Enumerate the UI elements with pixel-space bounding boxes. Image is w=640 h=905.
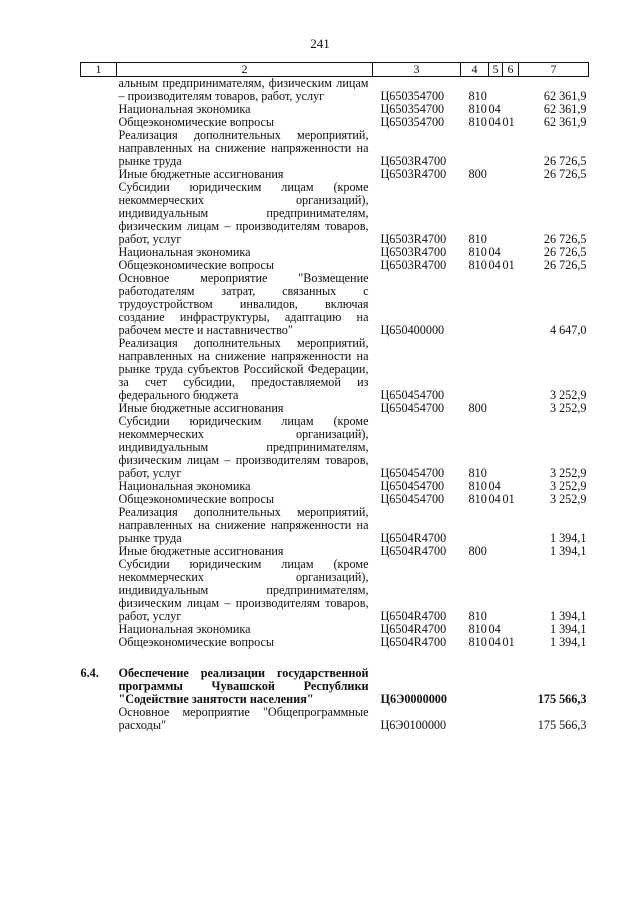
row-col4: 810 bbox=[468, 609, 487, 623]
table-row bbox=[81, 636, 589, 649]
row-amount: 4 647,0 bbox=[549, 323, 587, 337]
row-col4: 810 bbox=[468, 258, 487, 272]
row-col5 bbox=[489, 558, 503, 623]
row-number bbox=[81, 246, 117, 259]
header-col-3: 3 bbox=[373, 63, 461, 77]
row-col5 bbox=[489, 402, 503, 415]
row-col4: 800 bbox=[468, 167, 487, 181]
row-description: Общеэкономические вопросы bbox=[118, 492, 275, 506]
row-col4: 810 bbox=[468, 232, 487, 246]
row-amount: 1 394,1 bbox=[549, 531, 587, 545]
row-col5: 04 bbox=[488, 258, 501, 272]
row-number: 6.4. bbox=[80, 666, 99, 680]
row-col4: 810 bbox=[468, 479, 487, 493]
row-amount: 26 726,5 bbox=[543, 154, 587, 168]
row-col4: 810 bbox=[468, 89, 487, 103]
row-code: Ц650454700 bbox=[380, 401, 445, 415]
table-row bbox=[81, 129, 589, 168]
row-description: Национальная экономика bbox=[118, 622, 251, 636]
row-col4 bbox=[461, 272, 489, 337]
spacer-row bbox=[81, 649, 589, 667]
row-description: Общеэкономические вопросы bbox=[118, 258, 275, 272]
row-col6 bbox=[503, 337, 519, 402]
row-col4: 810 bbox=[468, 245, 487, 259]
table-row bbox=[81, 667, 589, 706]
row-number bbox=[81, 402, 117, 415]
row-code: Ц6Э0000000 bbox=[380, 692, 447, 706]
row-col5 bbox=[489, 506, 503, 545]
row-code: Ц6504R4700 bbox=[380, 531, 447, 545]
row-col6 bbox=[503, 272, 519, 337]
row-code: Ц6503R4700 bbox=[380, 258, 447, 272]
row-col6 bbox=[503, 181, 519, 246]
row-amount: 1 394,1 bbox=[549, 635, 587, 649]
row-code: Ц6503R4700 bbox=[380, 245, 447, 259]
row-col4: 810 bbox=[468, 635, 487, 649]
row-col5: 04 bbox=[488, 245, 501, 259]
row-code: Ц650354700 bbox=[380, 102, 445, 116]
row-col6 bbox=[503, 77, 519, 104]
row-description: Реализация дополнительных мероприятий, направленных на снижение напряженности на рынке труда bbox=[118, 505, 369, 545]
row-col6: 01 bbox=[502, 115, 515, 129]
row-col6 bbox=[503, 706, 519, 732]
row-code: Ц650400000 bbox=[380, 323, 445, 337]
row-code: Ц6503R4700 bbox=[380, 167, 447, 181]
row-col5 bbox=[489, 77, 503, 104]
row-col4: 810 bbox=[468, 622, 487, 636]
row-number bbox=[81, 506, 117, 545]
row-amount: 175 566,3 bbox=[537, 692, 587, 706]
row-code: Ц6504R4700 bbox=[380, 544, 447, 558]
row-number bbox=[81, 272, 117, 337]
row-col4: 810 bbox=[468, 492, 487, 506]
row-col5: 04 bbox=[488, 479, 501, 493]
row-col5 bbox=[489, 545, 503, 558]
row-description: Реализация дополнительных мероприятий, направленных на снижение напряженности на рынке труда bbox=[118, 128, 369, 168]
row-col5: 04 bbox=[488, 635, 501, 649]
row-description: Иные бюджетные ассигнования bbox=[118, 167, 284, 181]
row-col6 bbox=[503, 129, 519, 168]
row-col5 bbox=[489, 181, 503, 246]
table-row bbox=[81, 558, 589, 623]
table-row bbox=[81, 272, 589, 337]
row-col4 bbox=[461, 506, 489, 545]
row-amount: 175 566,3 bbox=[537, 718, 587, 732]
row-code: Ц6504R4700 bbox=[380, 609, 447, 623]
row-description: Основное мероприятие "Общепрограммные расходы" bbox=[118, 705, 369, 732]
row-col6 bbox=[503, 415, 519, 480]
row-col5: 04 bbox=[488, 115, 501, 129]
row-description: Общеэкономические вопросы bbox=[118, 635, 275, 649]
header-row bbox=[81, 63, 589, 77]
row-number bbox=[81, 706, 117, 732]
row-col5 bbox=[489, 272, 503, 337]
row-code: Ц650354700 bbox=[380, 115, 445, 129]
row-col5: 04 bbox=[488, 102, 501, 116]
row-col5 bbox=[489, 129, 503, 168]
row-col6 bbox=[503, 168, 519, 181]
row-col5 bbox=[489, 667, 503, 706]
row-col6 bbox=[503, 506, 519, 545]
row-amount: 3 252,9 bbox=[549, 479, 587, 493]
row-code: Ц650454700 bbox=[380, 492, 445, 506]
row-description: Иные бюджетные ассигнования bbox=[118, 401, 284, 415]
row-number bbox=[81, 77, 117, 104]
row-amount: 26 726,5 bbox=[543, 232, 587, 246]
row-number bbox=[81, 623, 117, 636]
row-col4: 810 bbox=[468, 115, 487, 129]
row-amount: 26 726,5 bbox=[543, 167, 587, 181]
table-row bbox=[81, 415, 589, 480]
row-code: Ц6503R4700 bbox=[380, 154, 447, 168]
row-number bbox=[81, 480, 117, 493]
row-amount: 3 252,9 bbox=[549, 466, 587, 480]
row-col4 bbox=[461, 337, 489, 402]
row-col6 bbox=[503, 558, 519, 623]
row-col5 bbox=[489, 337, 503, 402]
row-description: альным предпринимателям, физическим лицам – производителям товаров, работ, услуг bbox=[118, 76, 369, 103]
row-amount: 3 252,9 bbox=[549, 492, 587, 506]
row-amount: 3 252,9 bbox=[549, 401, 587, 415]
row-code: Ц6Э0100000 bbox=[380, 718, 447, 732]
budget-table bbox=[80, 62, 589, 732]
row-number bbox=[81, 259, 117, 272]
header-col-5: 5 bbox=[489, 63, 503, 77]
row-number bbox=[81, 129, 117, 168]
spacer-cell bbox=[81, 649, 589, 667]
row-number bbox=[81, 337, 117, 402]
row-col6 bbox=[503, 545, 519, 558]
row-col5 bbox=[489, 168, 503, 181]
row-description: Реализация дополнительных мероприятий, направленных на снижение напряженности на рынке труда субъектов Российской Федерации, за счет субсидии, предоставляемой из федерального бюджета bbox=[118, 336, 369, 402]
table-body bbox=[81, 77, 589, 733]
row-amount: 26 726,5 bbox=[543, 245, 587, 259]
row-amount: 1 394,1 bbox=[549, 622, 587, 636]
row-col4: 810 bbox=[468, 102, 487, 116]
row-amount: 1 394,1 bbox=[549, 544, 587, 558]
row-col6 bbox=[503, 667, 519, 706]
row-code: Ц650454700 bbox=[380, 479, 445, 493]
row-code: Ц650454700 bbox=[380, 466, 445, 480]
row-col6: 01 bbox=[502, 492, 515, 506]
row-description: Субсидии юридическим лицам (кроме некоммерческих организаций), индивидуальным предпринимателям, физическим лицам – производителям товаров, работ, услуг bbox=[118, 557, 369, 623]
header-col-4: 4 bbox=[461, 63, 489, 77]
row-col4: 800 bbox=[468, 401, 487, 415]
row-description: Иные бюджетные ассигнования bbox=[118, 544, 284, 558]
row-description: Национальная экономика bbox=[118, 102, 251, 116]
row-number bbox=[81, 168, 117, 181]
row-number bbox=[81, 545, 117, 558]
row-col4 bbox=[461, 667, 489, 706]
row-code: Ц650454700 bbox=[380, 388, 445, 402]
table-row bbox=[81, 506, 589, 545]
row-col4: 810 bbox=[468, 466, 487, 480]
row-col5: 04 bbox=[488, 492, 501, 506]
row-number bbox=[81, 558, 117, 623]
row-code: Ц6503R4700 bbox=[380, 232, 447, 246]
row-code: Ц650354700 bbox=[380, 89, 445, 103]
row-description: Обеспечение реализации государственной программы Чувашской Республики "Содействие занятости населения" bbox=[118, 666, 369, 706]
row-code: Ц6504R4700 bbox=[380, 622, 447, 636]
row-number bbox=[81, 181, 117, 246]
header-col-2: 2 bbox=[117, 63, 373, 77]
row-amount: 62 361,9 bbox=[543, 89, 587, 103]
row-description: Субсидии юридическим лицам (кроме некоммерческих организаций), индивидуальным предпринимателям, физическим лицам – производителям товаров, работ, услуг bbox=[118, 180, 369, 246]
row-col5 bbox=[489, 706, 503, 732]
header-col-1: 1 bbox=[81, 63, 117, 77]
row-col4 bbox=[461, 706, 489, 732]
row-number bbox=[81, 103, 117, 116]
row-number bbox=[81, 636, 117, 649]
row-code: Ц6504R4700 bbox=[380, 635, 447, 649]
row-col6: 01 bbox=[502, 258, 515, 272]
table-row bbox=[81, 181, 589, 246]
row-number bbox=[81, 415, 117, 480]
row-amount: 62 361,9 bbox=[543, 102, 587, 116]
table-row bbox=[81, 706, 589, 732]
header-col-6: 6 bbox=[503, 63, 519, 77]
table-row bbox=[81, 77, 589, 104]
row-description: Национальная экономика bbox=[118, 245, 251, 259]
row-col4 bbox=[461, 129, 489, 168]
row-col5 bbox=[489, 415, 503, 480]
row-amount: 1 394,1 bbox=[549, 609, 587, 623]
table-row bbox=[81, 337, 589, 402]
row-col6 bbox=[503, 402, 519, 415]
row-amount: 3 252,9 bbox=[549, 388, 587, 402]
row-number bbox=[81, 493, 117, 506]
row-col6: 01 bbox=[502, 635, 515, 649]
header-col-7: 7 bbox=[519, 63, 589, 77]
row-description: Субсидии юридическим лицам (кроме некоммерческих организаций), индивидуальным предпринимателям, физическим лицам – производителям товаров, работ, услуг bbox=[118, 414, 369, 480]
row-amount: 62 361,9 bbox=[543, 115, 587, 129]
row-col4: 800 bbox=[468, 544, 487, 558]
page-number: 241 bbox=[310, 36, 330, 51]
row-amount: 26 726,5 bbox=[543, 258, 587, 272]
row-col5: 04 bbox=[488, 622, 501, 636]
row-description: Национальная экономика bbox=[118, 479, 251, 493]
row-description: Общеэкономические вопросы bbox=[118, 115, 275, 129]
row-number bbox=[81, 116, 117, 129]
row-description: Основное мероприятие "Возмещение работодателям затрат, связанных с трудоустройством инвалидов, включая создание инфраструктуры, адаптацию на рабочем месте и наставничество" bbox=[118, 271, 369, 337]
